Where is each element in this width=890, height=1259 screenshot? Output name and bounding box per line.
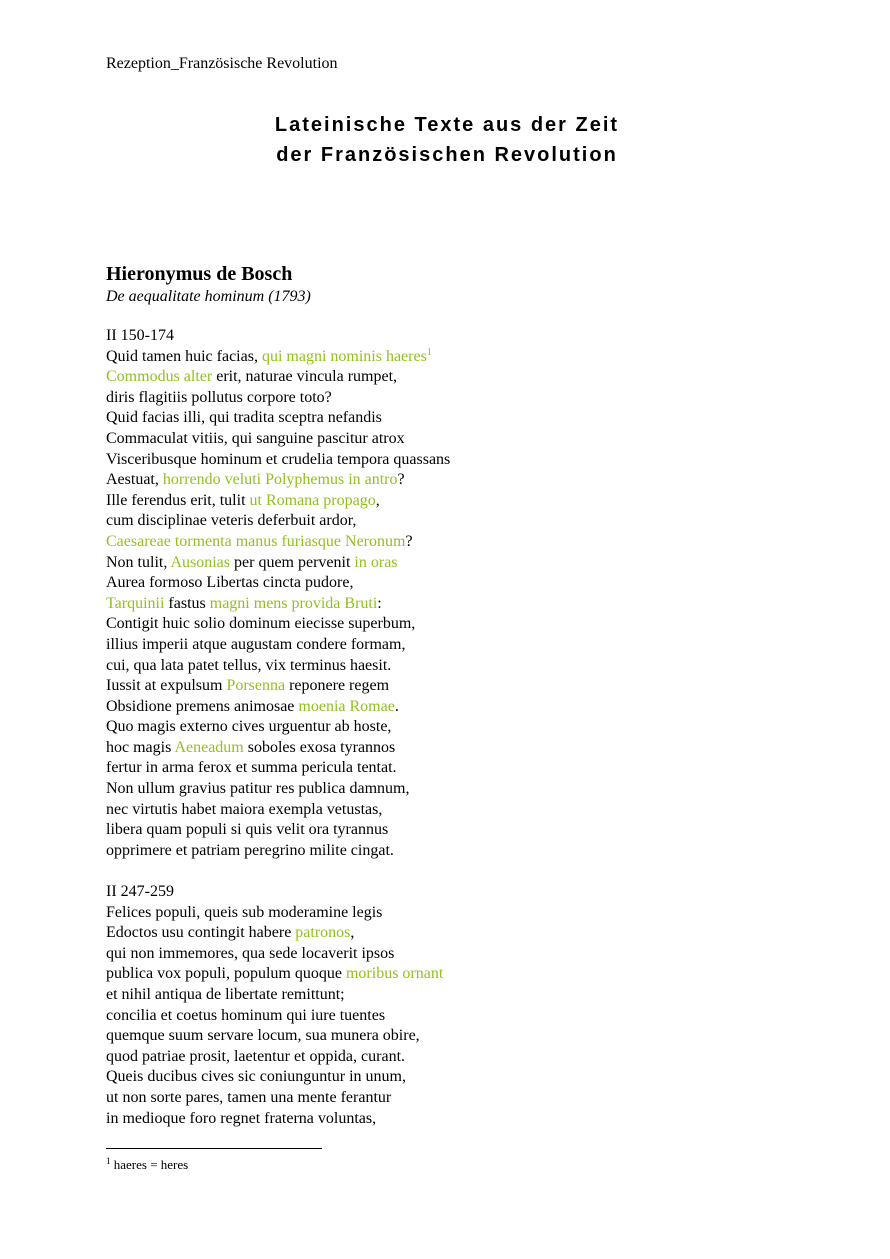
- highlighted-phrase: Caesareae tormenta manus furiasque Neronum: [106, 532, 406, 550]
- verse-line: Felices populi, queis sub moderamine legis: [106, 903, 383, 921]
- highlighted-phrase: ut Romana propago: [249, 491, 376, 509]
- verse-line: illius imperii atque augustam condere formam,: [106, 635, 406, 653]
- highlighted-phrase: moenia Romae: [298, 697, 395, 715]
- passage-2-heading: II 247-259: [106, 883, 174, 900]
- verse-line: fertur in arma ferox et summa pericula tentat.: [106, 759, 397, 777]
- running-header: Rezeption_Französische Revolution: [106, 55, 338, 72]
- verse-line: [106, 532, 450, 553]
- passage-1: [106, 326, 450, 861]
- verse-text: ,: [375, 491, 380, 509]
- verse-text: fastus: [164, 594, 210, 612]
- verse-line: qui non immemores, qua sede locaverit ipsos: [106, 944, 395, 962]
- verse-line: Queis ducibus cives sic coniunguntur in unum,: [106, 1068, 406, 1086]
- highlighted-phrase: magni mens provida Bruti: [209, 594, 378, 612]
- verse-text: ,: [350, 924, 355, 942]
- footnote-divider: [106, 1148, 322, 1149]
- verse-line: quemque suum servare locum, sua munera obire,: [106, 1027, 420, 1045]
- footnote-number: 1: [106, 1156, 111, 1166]
- verse-line: [106, 347, 450, 368]
- page-title-line-1: Lateinische Texte aus der Zeit: [274, 114, 620, 136]
- verse-line: [106, 676, 450, 697]
- verse-line: Visceribusque hominum et crudelia tempora quassans: [106, 450, 451, 468]
- verse-text: publica vox populi, populum quoque: [106, 965, 346, 983]
- verse-line: libera quam populi si quis velit ora tyrannus: [106, 821, 389, 839]
- passage-2: [106, 882, 443, 1129]
- verse-text: Quid tamen huic facias,: [106, 347, 262, 365]
- verse-line: [106, 697, 450, 718]
- verse-line: opprimere et patriam peregrino milite cingat.: [106, 841, 394, 859]
- footnote: [106, 1156, 188, 1174]
- highlighted-phrase: Commodus alter: [106, 368, 213, 386]
- verse-line: in medioque foro regnet fraterna voluntas,: [106, 1109, 377, 1127]
- verse-line: quod patriae prosit, laetentur et oppida, curant.: [106, 1047, 406, 1065]
- verse-line: concilia et coetus hominum qui iure tuentes: [106, 1006, 386, 1024]
- verse-line: diris flagitiis pollutus corpore toto?: [106, 388, 332, 406]
- verse-line: Aurea formoso Libertas cincta pudore,: [106, 574, 354, 592]
- verse-line: [106, 594, 450, 615]
- footnote-marker[interactable]: 1: [426, 346, 432, 358]
- verse-line: Non ullum gravius patitur res publica damnum,: [106, 780, 410, 798]
- verse-text: ?: [397, 471, 405, 489]
- verse-text: :: [377, 594, 382, 612]
- highlighted-phrase: moribus ornant: [345, 965, 444, 983]
- page-title: [0, 110, 890, 170]
- passage-1-heading: II 150-174: [106, 327, 174, 344]
- verse-line: Commaculat vitiis, qui sanguine pascitur atrox: [106, 429, 405, 447]
- verse-line: [106, 553, 450, 574]
- verse-text: Edoctos usu contingit habere: [106, 924, 296, 942]
- verse-text: reponere regem: [285, 677, 390, 695]
- verse-text: ?: [405, 532, 413, 550]
- verse-line: cui, qua lata patet tellus, vix terminus haesit.: [106, 656, 392, 674]
- verse-text: .: [394, 697, 399, 715]
- verse-line: Quid facias illi, qui tradita sceptra nefandis: [106, 409, 382, 427]
- highlighted-phrase: Aeneadum: [174, 738, 244, 756]
- highlighted-phrase: patronos: [295, 924, 351, 942]
- verse-line: ut non sorte pares, tamen una mente ferantur: [106, 1088, 392, 1106]
- highlighted-phrase: qui magni nominis haeres: [261, 347, 427, 365]
- author-name: Hieronymus de Bosch: [106, 263, 293, 285]
- verse-text: Ille ferendus erit, tulit: [106, 491, 250, 509]
- verse-line: [106, 738, 450, 759]
- verse-line: cum disciplinae veteris deferbuit ardor,: [106, 512, 357, 530]
- highlighted-phrase: Porsenna: [226, 677, 286, 695]
- verse-line: [106, 491, 450, 512]
- verse-line: [106, 470, 450, 491]
- page-title-line-2: der Französischen Revolution: [276, 144, 618, 166]
- highlighted-phrase: in oras: [354, 553, 398, 571]
- work-title: De aequalitate hominum (1793): [106, 288, 311, 305]
- highlighted-phrase: Tarquinii: [106, 594, 165, 612]
- verse-text: per quem pervenit: [230, 553, 355, 571]
- verse-text: soboles exosa tyrannos: [243, 738, 396, 756]
- verse-text: Non tulit,: [106, 553, 171, 571]
- verse-line: nec virtutis habet maiora exempla vetustas,: [106, 800, 383, 818]
- verse-line: et nihil antiqua de libertate remittunt;: [106, 985, 345, 1003]
- verse-text: hoc magis: [106, 738, 175, 756]
- footnote-text: haeres = heres: [110, 1157, 189, 1172]
- highlighted-phrase: Ausonias: [170, 553, 231, 571]
- verse-line: Quo magis externo cives urguentur ab hoste,: [106, 718, 392, 736]
- highlighted-phrase: horrendo veluti Polyphemus in antro: [162, 471, 398, 489]
- verse-line: Contigit huic solio dominum eiecisse superbum,: [106, 615, 416, 633]
- verse-line: [106, 367, 450, 388]
- verse-text: Aestuat,: [106, 471, 163, 489]
- verse-text: Iussit at expulsum: [106, 677, 227, 695]
- verse-line: [106, 964, 443, 985]
- verse-text: Obsidione premens animosae: [106, 697, 299, 715]
- verse-line: [106, 923, 443, 944]
- verse-text: erit, naturae vincula rumpet,: [212, 368, 398, 386]
